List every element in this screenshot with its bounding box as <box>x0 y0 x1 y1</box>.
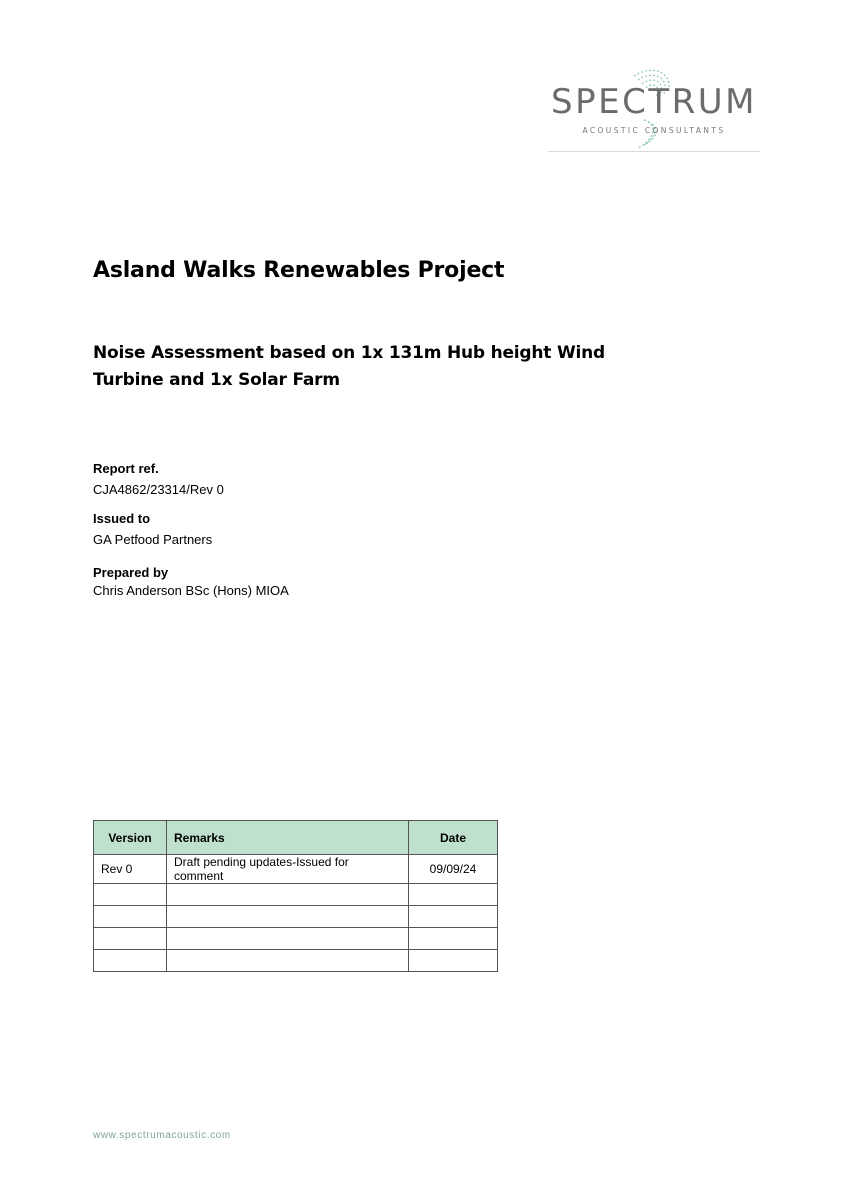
report-ref-block <box>93 460 224 499</box>
table-row <box>94 928 498 950</box>
remarks-header: Remarks <box>167 821 409 855</box>
issued-to-block <box>93 510 212 549</box>
table-row <box>94 950 498 972</box>
date-cell <box>409 906 498 928</box>
report-ref-value: CJA4862/23314/Rev 0 <box>93 482 224 497</box>
document-subtitle: Noise Assessment based on 1x 131m Hub height Wind Turbine and 1x Solar Farm <box>93 343 606 390</box>
date-cell: 09/09/24 <box>409 855 498 884</box>
logo-wordmark: SPECTRUM <box>551 82 757 122</box>
table-row <box>94 855 498 884</box>
date-header: Date <box>409 821 498 855</box>
revision-header-row <box>94 821 498 855</box>
prepared-by-value: Chris Anderson BSc (Hons) MIOA <box>93 583 289 598</box>
remarks-cell <box>167 928 409 950</box>
document-title: Asland Walks Renewables Project <box>93 258 505 283</box>
issued-to-label: Issued to <box>93 511 151 526</box>
version-cell <box>94 884 167 906</box>
logo-tagline: ACOUSTIC CONSULTANTS <box>582 126 726 135</box>
version-cell <box>94 950 167 972</box>
remarks-cell: Draft pending updates-Issued for comment <box>167 855 409 884</box>
remarks-cell <box>167 950 409 972</box>
company-logo <box>548 62 760 152</box>
version-cell: Rev 0 <box>94 855 167 884</box>
version-cell <box>94 928 167 950</box>
remarks-cell <box>167 906 409 928</box>
footer-website[interactable]: www.spectrumacoustic.com <box>93 1130 231 1141</box>
date-cell <box>409 950 498 972</box>
date-cell <box>409 884 498 906</box>
report-ref-label: Report ref. <box>93 461 159 476</box>
revision-table <box>93 820 498 972</box>
date-cell <box>409 928 498 950</box>
prepared-by-block <box>93 564 289 600</box>
version-cell <box>94 906 167 928</box>
remarks-cell <box>167 884 409 906</box>
table-row <box>94 906 498 928</box>
issued-to-value: GA Petfood Partners <box>93 532 213 547</box>
prepared-by-label: Prepared by <box>93 565 169 580</box>
version-header: Version <box>94 821 167 855</box>
table-row <box>94 884 498 906</box>
